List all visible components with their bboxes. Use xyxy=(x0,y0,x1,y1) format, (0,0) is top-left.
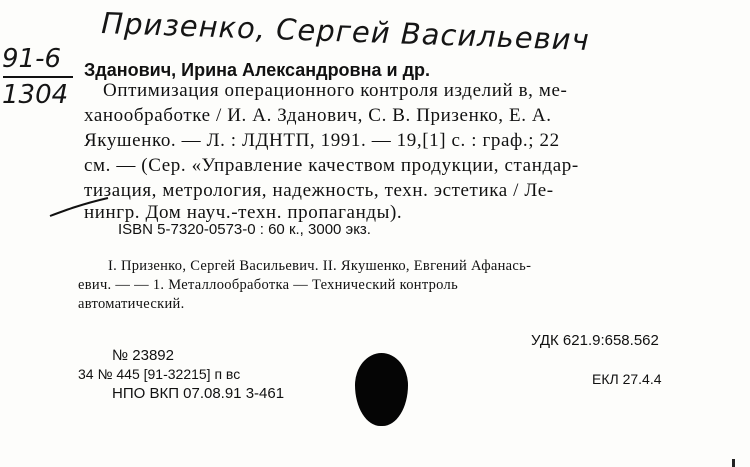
isbn-line: ISBN 5-7320-0573-0 : 60 к., 3000 экз. xyxy=(118,221,371,238)
ekl-classification: ЕКЛ 27.4.4 xyxy=(592,371,662,387)
pen-mark-icon xyxy=(48,196,110,218)
call-number-divider xyxy=(3,76,73,78)
book-chamber-number: 34 № 445 [91-32215] п вс xyxy=(78,366,241,382)
description-line: Оптимизация операционного контроля изделий в, ме- xyxy=(103,80,568,101)
record-number: № 23892 xyxy=(112,347,174,364)
description-line: тизация, метрология, надежность, техн. эстетика / Ле- xyxy=(84,180,554,201)
punch-hole xyxy=(355,353,408,426)
tracing-line: евич. — — 1. Металлообработка — Технический контроль xyxy=(78,277,458,293)
description-line: ханообработке / И. А. Зданович, С. В. Призенко, Е. А. xyxy=(84,105,552,126)
call-number-top: 91-6 xyxy=(2,44,62,74)
call-number-bottom: 1304 xyxy=(2,80,69,110)
publisher-code: НПО ВКП 07.08.91 3-461 xyxy=(112,385,285,402)
description-line: см. — (Сер. «Управление качеством продукции, стандар- xyxy=(84,155,579,176)
card-heading: Зданович, Ирина Александровна и др. xyxy=(84,60,430,80)
handwritten-author-name: Призенко, Сергей Васильевич xyxy=(100,6,591,58)
edge-mark xyxy=(732,459,735,467)
udk-classification: УДК 621.9:658.562 xyxy=(531,332,659,349)
description-line: Якушенко. — Л. : ЛДНТП, 1991. — 19,[1] с. : граф.; 22 xyxy=(84,130,560,151)
description-line: нингр. Дом науч.-техн. пропаганды). xyxy=(84,202,403,223)
tracing-line: автоматический. xyxy=(78,296,185,312)
tracing-line: I. Призенко, Сергей Васильевич. II. Якушенко, Евгений Афанась- xyxy=(108,258,532,274)
